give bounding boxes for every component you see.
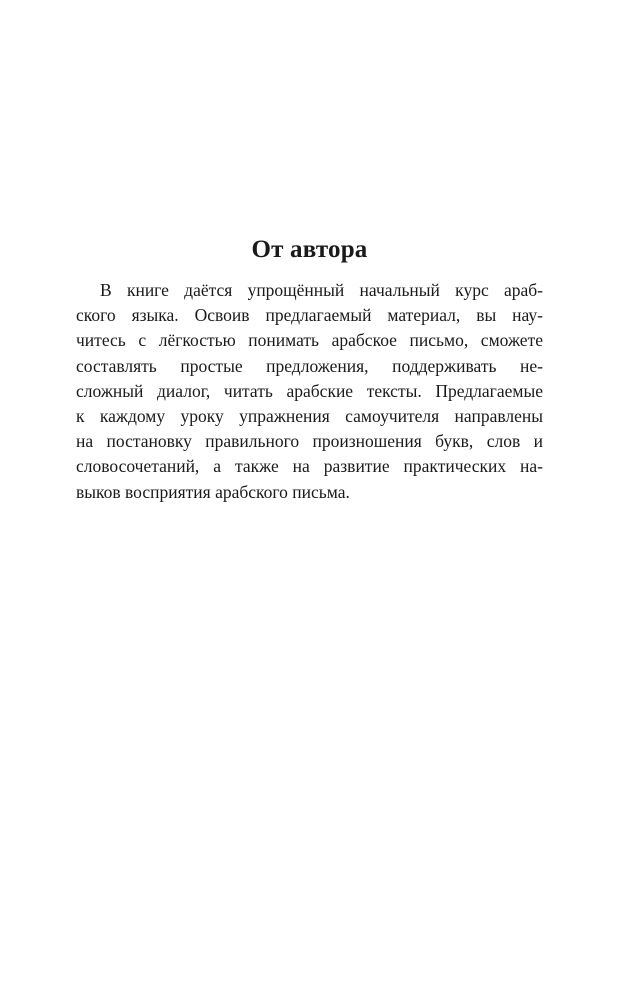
paragraph-line: составлять простые предложения, поддерживать не- — [76, 355, 543, 376]
paragraph-line: на постановку правильного произношения букв, слов и — [76, 431, 543, 452]
preface-paragraph — [76, 278, 543, 505]
paragraph-line: В книге даётся упрощённый начальный курс араб- — [100, 280, 543, 300]
paragraph-line: к каждому уроку упражнения самоучителя направлены — [76, 405, 543, 426]
paragraph-line: сложный диалог, читать арабские тексты. Предлагаемые — [76, 380, 543, 401]
paragraph-line: выков восприятия арабского письма. — [76, 481, 350, 502]
paragraph-line: словосочетаний, а также на развитие практических на- — [76, 456, 543, 477]
paragraph-line: читесь с лёгкостью понимать арабское письмо, сможете — [76, 330, 543, 351]
paragraph-line: ского языка. Освоив предлагаемый материал, вы нау- — [76, 305, 543, 326]
chapter-title: От автора — [251, 236, 368, 263]
